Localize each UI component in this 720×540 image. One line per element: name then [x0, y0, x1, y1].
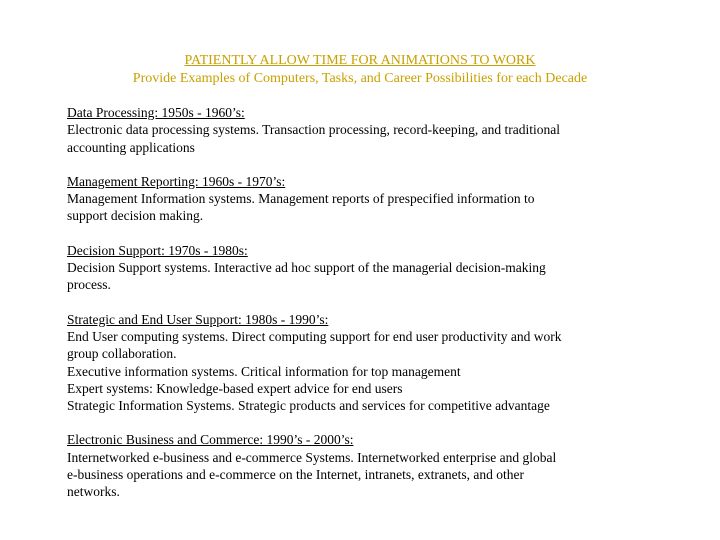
section-text-line: Decision Support systems. Interactive ad hoc support of the managerial decision-making: [67, 260, 546, 276]
section-data-processing: [67, 104, 667, 156]
section-text-line: Expert systems: Knowledge-based expert advice for end users: [67, 380, 403, 396]
section-text-line: networks.: [67, 484, 120, 500]
slide-body: [67, 104, 667, 518]
section-title: Management Reporting: 1960s - 1970’s:: [67, 173, 286, 189]
section-title: Electronic Business and Commerce: 1990’s - 2000’s:: [67, 432, 354, 448]
section-text-line: process.: [67, 277, 111, 293]
section-text-line: Management Information systems. Management reports of prespecified information to: [67, 191, 535, 207]
section-title: Data Processing: 1950s - 1960’s:: [67, 105, 245, 120]
section-text-line: Electronic data processing systems. Transaction processing, record-keeping, and traditional: [67, 122, 560, 138]
animation-notice: PATIENTLY ALLOW TIME FOR ANIMATIONS TO WORK: [184, 53, 536, 68]
section-text-line: Strategic Information Systems. Strategic products and services for competitive advantage: [67, 398, 550, 414]
section-decision-support: [67, 242, 667, 294]
section-strategic-end-user-support: [67, 311, 667, 415]
section-electronic-business: [67, 431, 667, 500]
section-text-line: support decision making.: [67, 208, 204, 224]
section-text-line: Internetworked e-business and e-commerce Systems. Internetworked enterprise and global: [67, 449, 557, 465]
section-text-line: Executive information systems. Critical information for top management: [67, 363, 461, 379]
section-text-line: e-business operations and e-commerce on the Internet, intranets, extranets, and other: [67, 467, 524, 483]
slide-header: [0, 52, 720, 88]
section-management-reporting: [67, 173, 667, 225]
section-text-line: accounting applications: [67, 139, 195, 155]
slide-subtitle: Provide Examples of Computers, Tasks, and Career Possibilities for each Decade: [132, 71, 588, 86]
section-title: Decision Support: 1970s - 1980s:: [67, 242, 248, 258]
section-title: Strategic and End User Support: 1980s - 1990’s:: [67, 311, 329, 327]
section-text-line: End User computing systems. Direct computing support for end user productivity and work: [67, 328, 562, 344]
section-text-line: group collaboration.: [67, 346, 177, 362]
